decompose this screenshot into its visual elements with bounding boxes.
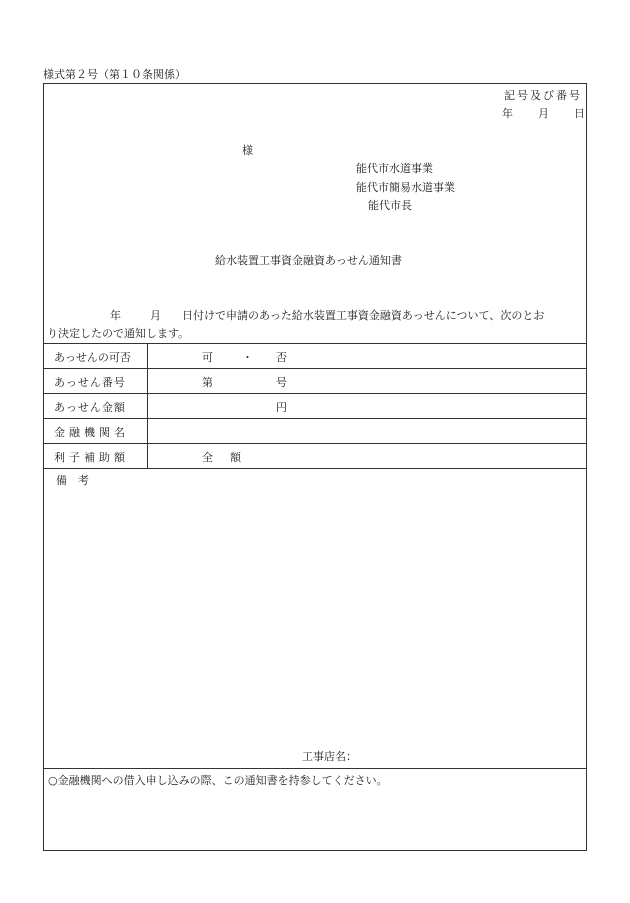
row-amount-label: あっせん金額 (54, 401, 126, 414)
row-rule-2 (44, 393, 586, 394)
row-number-go: 号 (276, 376, 287, 389)
body-text-line-2: り決定したので通知します。 (47, 327, 190, 340)
remarks-label: 備 考 (56, 474, 89, 487)
shop-name-label: 工事店名： (302, 750, 357, 763)
date-day: 日 (574, 107, 585, 120)
row-rule-3 (44, 418, 586, 419)
table-top-rule (44, 343, 586, 344)
body-month: 月 (150, 309, 161, 322)
form-number: 様式第２号（第１０条関係） (43, 68, 186, 81)
addressee-suffix: 様 (242, 144, 253, 157)
row-approval-dot: ・ (242, 351, 253, 364)
footer-rule (44, 768, 586, 769)
row-rule-5 (44, 468, 586, 469)
sender-line-1: 能代市水道事業 (356, 162, 433, 175)
row-interest-val-2: 額 (230, 451, 241, 464)
date-month: 月 (538, 107, 549, 120)
row-approval-label: あっせんの可否 (54, 351, 131, 364)
row-rule-1 (44, 368, 586, 369)
row-number-dai: 第 (202, 376, 213, 389)
row-bank-label: 金融機関名 (54, 426, 129, 439)
document-title: 給水装置工事資金融資あっせん通知書 (215, 254, 402, 267)
notice-form (43, 83, 587, 851)
row-approval-ka: 可 (202, 351, 213, 364)
body-year: 年 (110, 309, 121, 322)
ref-number-label: 記号及び番号 (504, 89, 582, 102)
row-number-label: あっせん番号 (54, 376, 126, 389)
row-interest-val-1: 全 (202, 451, 213, 464)
footer-note: ○金融機関への借入申し込みの際、この通知書を持参してください。 (48, 774, 388, 787)
row-approval-hi: 否 (276, 351, 287, 364)
column-divider (147, 343, 148, 468)
row-interest-label: 利子補助額 (54, 451, 129, 464)
date-year: 年 (502, 107, 513, 120)
row-amount-yen: 円 (276, 401, 287, 414)
row-rule-4 (44, 443, 586, 444)
sender-line-2: 能代市簡易水道事業 (356, 181, 455, 194)
sender-line-3: 能代市長 (368, 199, 412, 212)
body-text-line-1: 日付けで申請のあった給水装置工事資金融資あっせんについて、次のとお (182, 309, 545, 322)
